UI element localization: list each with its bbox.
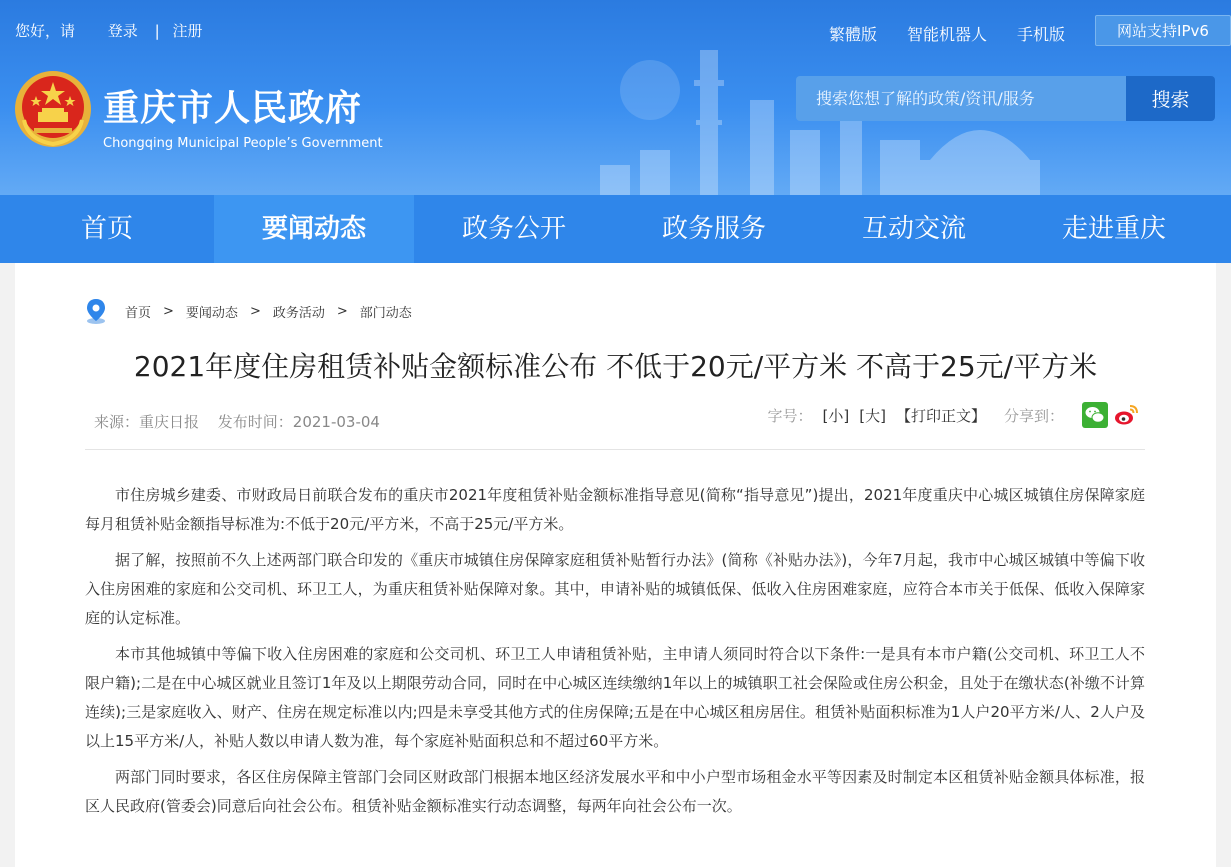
login-link[interactable]: 登录	[107, 22, 138, 40]
breadcrumb-separator: >	[336, 303, 348, 319]
search-input[interactable]	[796, 76, 1126, 121]
site-logo-subtitle: Chongqing Municipal People’s Government	[103, 136, 383, 151]
nav-news[interactable]: 要闻动态	[214, 195, 414, 263]
meta-divider	[85, 449, 1145, 450]
article-paragraph: 本市其他城镇中等偏下收入住房困难的家庭和公交司机、环卫工人申请租赁补贴，主申请人须同时符合以下条件:一是具有本市户籍(公交司机、环卫工人不限户籍);二是在中心城区就业且签订1年及以上期限劳动合同，同时在中心城区连续缴纳1年以上的城镇职工社会保险或住房公积金，且处于在缴状态(补缴不计算连续);三是家庭收入、财产、住房在规定标准以内;四是未享受其他方式的住房保障;五是在中心城区租房居住。租赁补贴面积标准为1人户20平方米/人、2人户及以上15平方米/人，补贴人数以申请人数为准，每个家庭补贴面积总和不超过60平方米。	[85, 645, 1145, 750]
breadcrumb-separator: >	[163, 303, 174, 319]
font-small-button[interactable]: [小]	[822, 406, 850, 425]
register-link[interactable]: 注册	[172, 22, 203, 40]
breadcrumb-news[interactable]: 要闻动态	[185, 305, 238, 321]
article-title: 2021年度住房租赁补贴金额标准公布 不低于20元/平方米 不高于25元/平方米	[133, 350, 1098, 383]
breadcrumb	[85, 298, 412, 324]
article-paragraph: 市住房城乡建委、市财政局日前联合发布的重庆市2021年度租赁补贴金额标准指导意见(简称“指导意见”)提出，2021年度重庆中心城区城镇住房保障家庭每月租赁补贴金额指导标准为:不低于20元/平方米，不高于25元/平方米。	[85, 486, 1145, 533]
wechat-icon[interactable]	[1082, 402, 1108, 428]
site-logo-title[interactable]: 重庆市人民政府	[103, 87, 363, 129]
national-emblem-icon	[14, 70, 92, 148]
ai-robot-link[interactable]: 智能机器人	[906, 24, 987, 44]
ipv6-badge: 网站支持IPv6	[1095, 15, 1231, 46]
font-large-button[interactable]: [大]	[859, 406, 886, 425]
mobile-version-link[interactable]: 手机版	[1016, 24, 1065, 44]
greeting-text: 您好，请	[15, 22, 76, 40]
link-separator: |	[154, 22, 160, 40]
article-body	[85, 481, 1145, 828]
nav-home[interactable]: 首页	[80, 214, 133, 244]
user-links	[15, 20, 206, 41]
article-meta	[94, 406, 1144, 432]
nav-government-services[interactable]: 政务服务	[661, 214, 766, 244]
article-tools	[768, 402, 1144, 428]
breadcrumb-home[interactable]: 首页	[125, 305, 152, 321]
article-container	[15, 263, 1216, 867]
top-bar	[0, 0, 1231, 60]
top-right-links	[829, 15, 1231, 46]
font-size-label: 字号：	[767, 406, 813, 425]
breadcrumb-department-news[interactable]: 部门动态	[359, 305, 412, 321]
search-button[interactable]: 搜索	[1126, 76, 1215, 121]
weibo-icon[interactable]	[1113, 402, 1139, 428]
site-header	[0, 0, 1231, 195]
nav-government-affairs[interactable]: 政务公开	[461, 214, 566, 244]
nav-interaction[interactable]: 互动交流	[861, 214, 966, 244]
article-paragraph: 两部门同时要求，各区住房保障主管部门会同区财政部门根据本地区经济发展水平和中小户型市场租金水平等因素及时制定本区租赁补贴金额具体标准，报区人民政府(管委会)同意后向社会公布。租赁补贴金额标准实行动态调整，每两年向社会公布一次。	[85, 768, 1145, 815]
location-pin-icon	[85, 298, 107, 324]
breadcrumb-government-activities[interactable]: 政务活动	[272, 305, 325, 321]
article-source: 来源：重庆日报	[94, 413, 200, 431]
article-date: 发布时间：2021-03-04	[217, 413, 380, 431]
share-label: 分享到：	[1003, 406, 1064, 425]
search-bar	[796, 76, 1215, 121]
article-paragraph: 据了解，按照前不久上述两部门联合印发的《重庆市城镇住房保障家庭租赁补贴暂行办法》(简称《补贴办法》)，今年7月起，我市中心城区城镇中等偏下收入住房困难的家庭和公交司机、环卫工人，为重庆租赁补贴保障对象。其中，申请补贴的城镇低保、低收入住房困难家庭，应符合本市关于低保、低收入保障家庭的认定标准。	[85, 551, 1145, 627]
traditional-chinese-link[interactable]: 繁體版	[828, 24, 877, 44]
print-button[interactable]: 【打印正文】	[895, 406, 986, 425]
main-nav	[0, 195, 1231, 263]
nav-about-chongqing[interactable]: 走进重庆	[1061, 214, 1166, 244]
breadcrumb-separator: >	[249, 303, 261, 319]
